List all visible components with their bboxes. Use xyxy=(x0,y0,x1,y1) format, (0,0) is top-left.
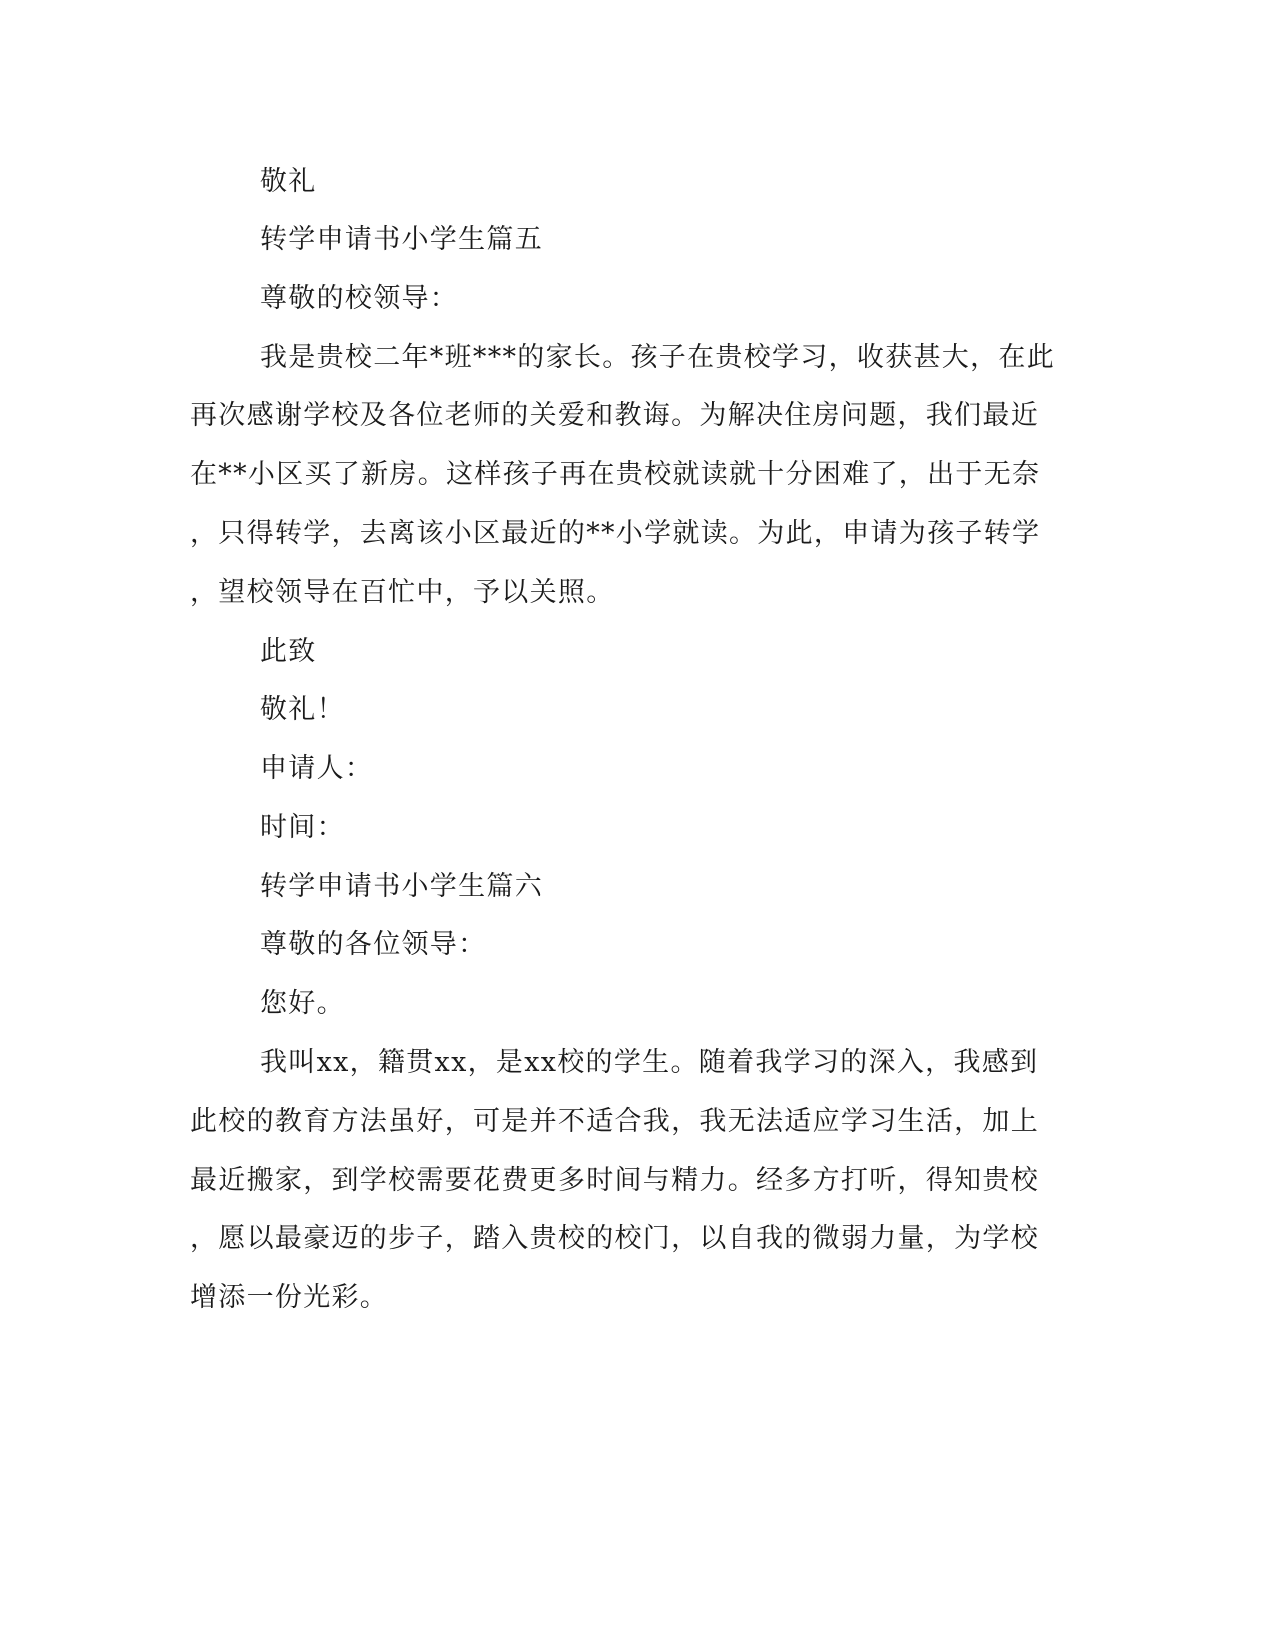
paragraph-line: 再次感谢学校及各位老师的关爱和教诲。为解决住房问题，我们最近 xyxy=(190,400,1039,431)
section-heading-five: 转学申请书小学生篇五 xyxy=(260,224,543,255)
paragraph-line: 在**小区买了新房。这样孩子再在贵校就读就十分困难了，出于无奈 xyxy=(190,459,1041,490)
greeting: 您好。 xyxy=(260,988,345,1019)
paragraph-line: 最近搬家，到学校需要花费更多时间与精力。经多方打听，得知贵校 xyxy=(190,1165,1039,1196)
paragraph-line: 增添一份光彩。 xyxy=(190,1282,389,1313)
paragraph-line: ，愿以最豪迈的步子，踏入贵校的校门，以自我的微弱力量，为学校 xyxy=(190,1223,1039,1254)
salutation: 尊敬的校领导： xyxy=(260,283,459,314)
closing-line: 此致 xyxy=(260,636,317,667)
closing-salute: 敬礼！ xyxy=(260,694,345,725)
paragraph-line: ，只得转学，去离该小区最近的**小学就读。为此，申请为孩子转学 xyxy=(190,518,1041,549)
paragraph-line: 此校的教育方法虽好，可是并不适合我，我无法适应学习生活，加上 xyxy=(190,1106,1039,1137)
applicant-label: 申请人： xyxy=(260,753,374,784)
section-heading-six: 转学申请书小学生篇六 xyxy=(260,871,543,902)
paragraph-line: 我是贵校二年*班***的家长。孩子在贵校学习，收获甚大，在此 xyxy=(260,342,1055,373)
closing-salute: 敬礼 xyxy=(260,166,317,197)
salutation: 尊敬的各位领导： xyxy=(260,929,487,960)
paragraph-line: 我叫xx，籍贯xx，是xx校的学生。随着我学习的深入，我感到 xyxy=(260,1047,1039,1078)
paragraph-line: ，望校领导在百忙中，予以关照。 xyxy=(190,577,615,608)
date-label: 时间： xyxy=(260,812,345,843)
